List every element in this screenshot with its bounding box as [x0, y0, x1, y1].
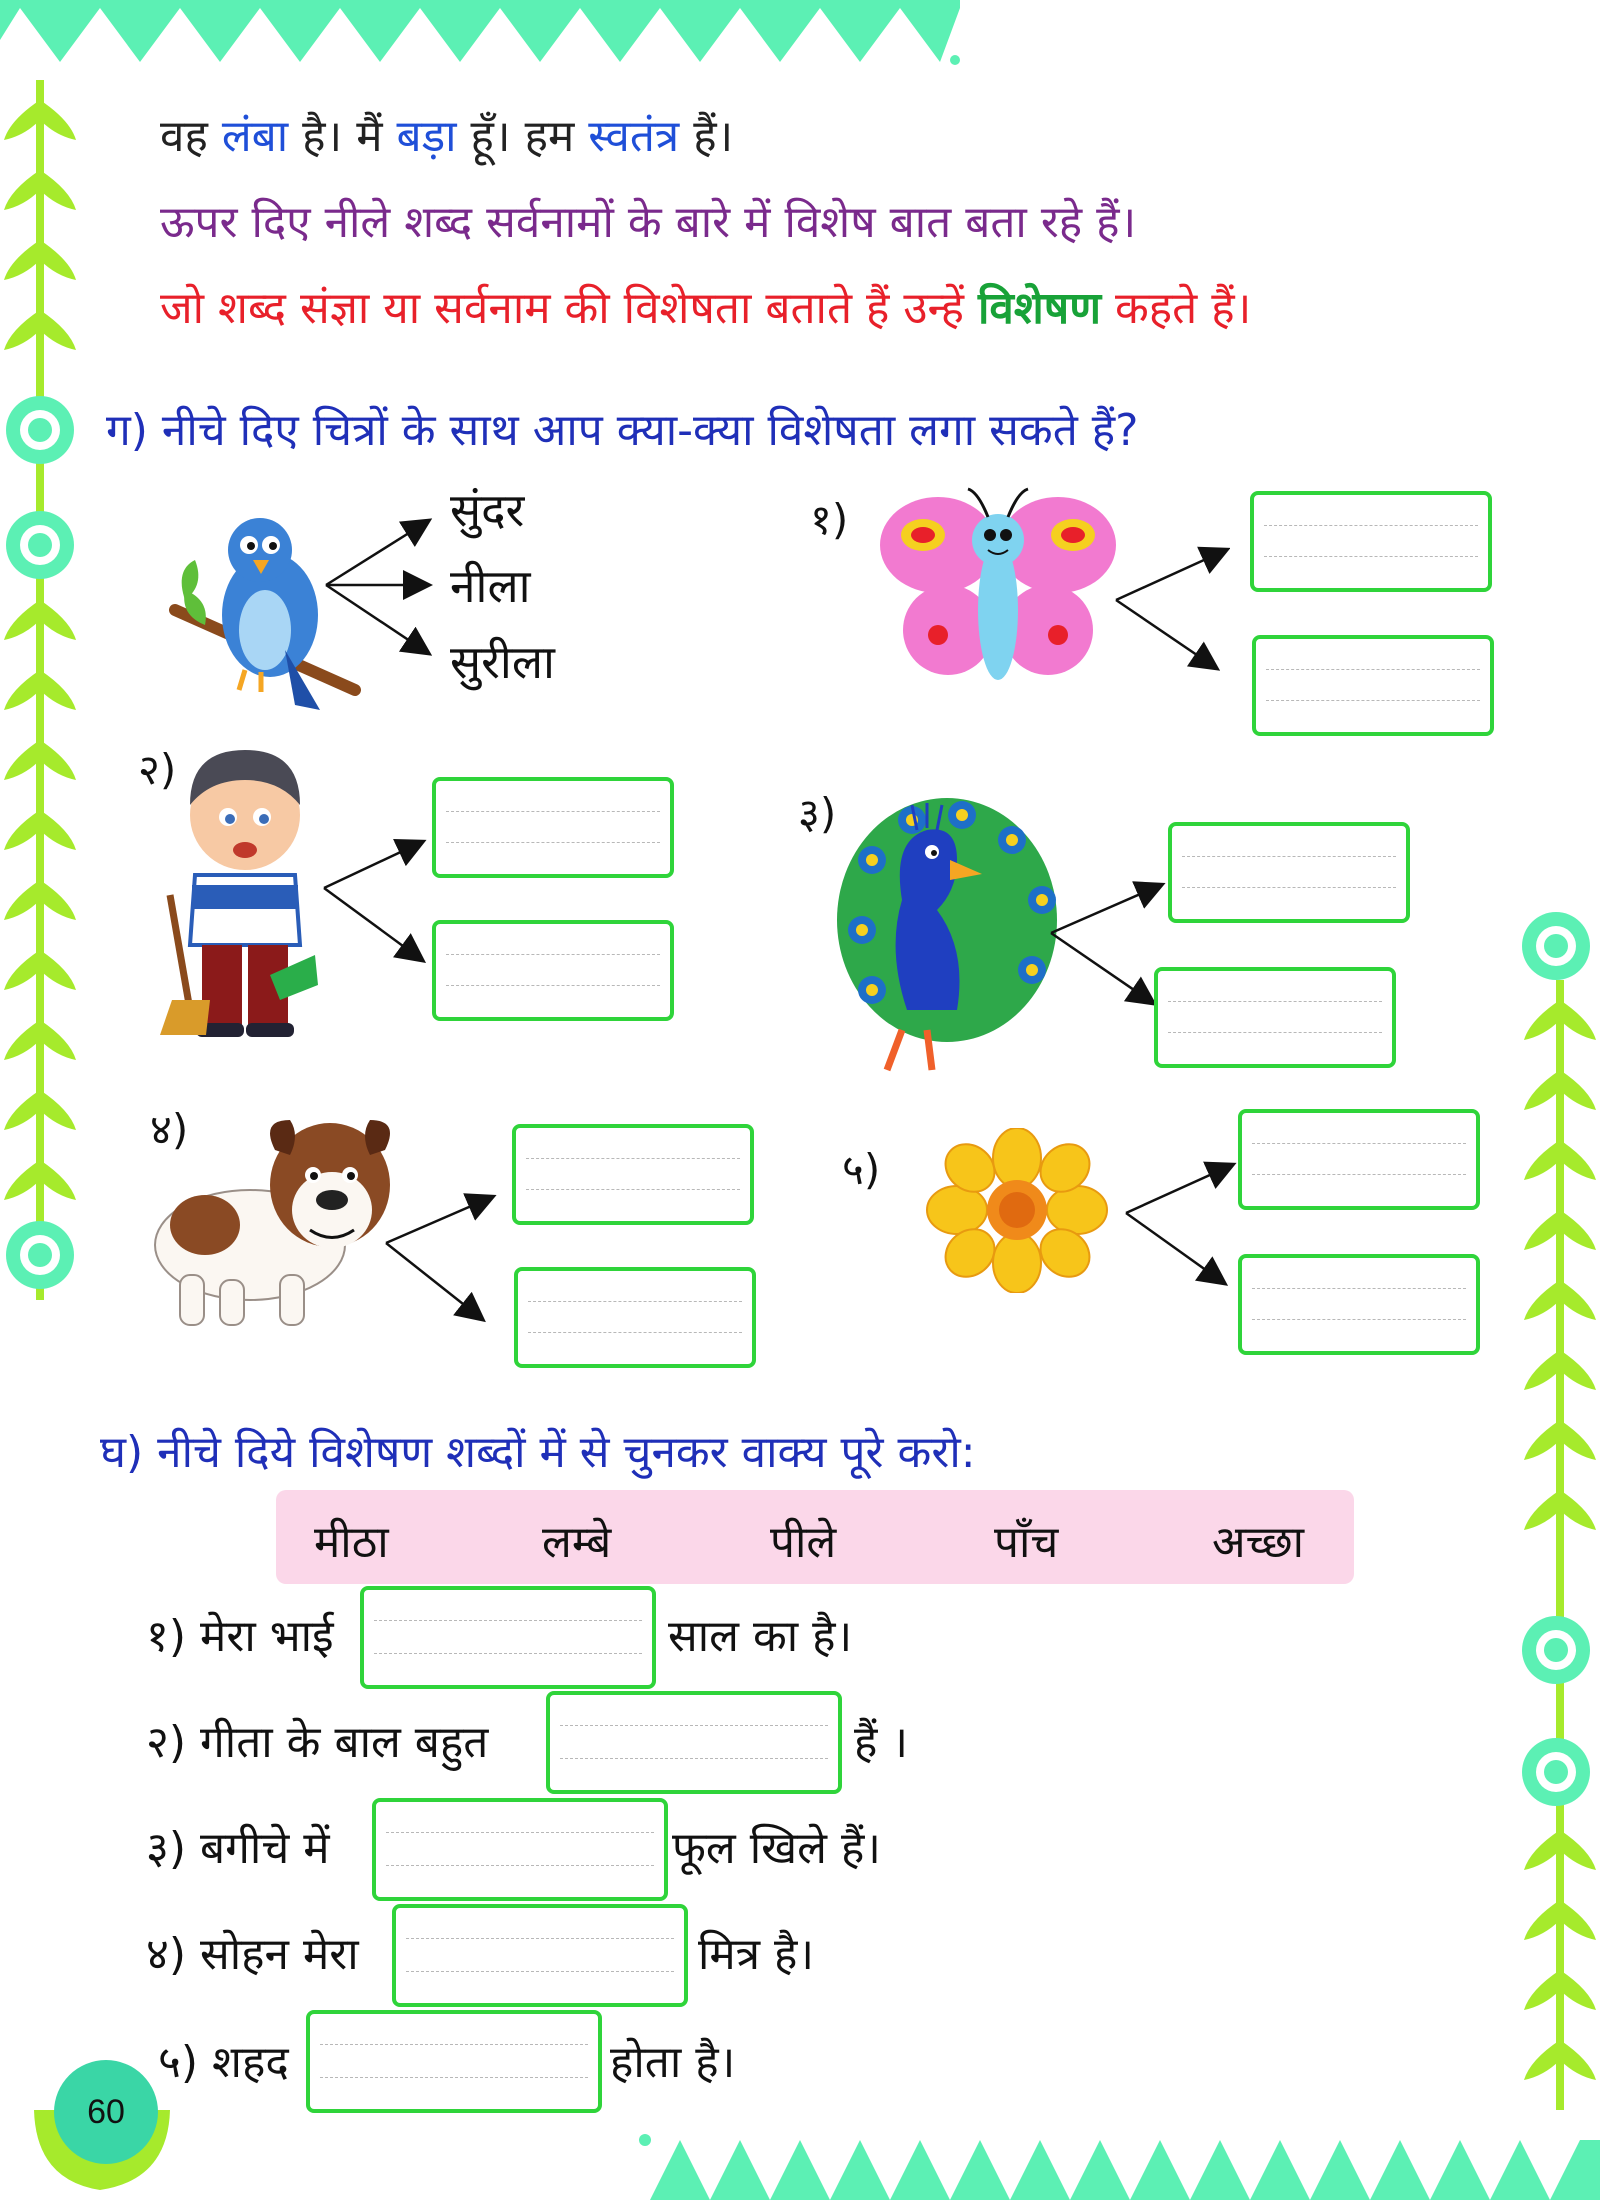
answer-box-item2-b[interactable] [432, 920, 674, 1021]
answer-box-sentence-4[interactable] [392, 1904, 688, 2007]
boy-icon [150, 745, 320, 1045]
item-number: १) [810, 495, 849, 544]
item4-arrows [380, 1185, 500, 1335]
dog-icon [150, 1115, 395, 1330]
answer-box-sentence-2[interactable] [546, 1691, 842, 1794]
butterfly-icon [878, 485, 1118, 690]
intro-text: हूँ। हम [456, 111, 589, 162]
page-number: 60 [87, 2092, 125, 2131]
sentence-3-end: फूल खिले हैं। [672, 1823, 881, 1874]
word-bank-item: पाँच [994, 1517, 1059, 1568]
sentence-4-start: ४) सोहन मेरा [146, 1929, 359, 1980]
answer-box-sentence-5[interactable] [306, 2010, 602, 2113]
intro-adjective: लंबा [221, 111, 289, 162]
sentence-3-start: ३) बगीचे में [146, 1823, 330, 1874]
intro-line-1 [160, 104, 733, 164]
sentence-5-end: होता है। [610, 2037, 736, 2088]
word-bank-item: अच्छा [1212, 1517, 1305, 1568]
page-number-badge [54, 2060, 158, 2164]
section-g-title: ग) नीचे दिए चित्रों के साथ आप क्या-क्या विशेषता लगा सकते हैं? [106, 405, 1139, 456]
intro-adjective: बड़ा [396, 111, 457, 162]
item3-arrows [1045, 875, 1170, 1015]
answer-box-item3-b[interactable] [1154, 967, 1396, 1068]
answer-box-item1-b[interactable] [1252, 635, 1494, 736]
item-number: ५) [842, 1145, 881, 1194]
sentence-2-start: २) गीता के बाल बहुत [146, 1717, 489, 1768]
example-arrows [320, 505, 440, 665]
example-word: सुरीला [450, 635, 555, 689]
section-gh-title: घ) नीचे दिये विशेषण शब्दों में से चुनकर वाक्य पूरे करो: [100, 1427, 976, 1478]
intro-text: वह [160, 111, 222, 162]
word-bank [276, 1490, 1354, 1584]
item-number: ३) [798, 789, 837, 838]
answer-box-item5-a[interactable] [1238, 1109, 1480, 1210]
definition-text: कहते हैं। [1101, 283, 1252, 334]
sentence-2-end: हैं । [854, 1717, 909, 1768]
answer-box-sentence-3[interactable] [372, 1798, 668, 1901]
intro-line-3 [160, 276, 1251, 336]
intro-adjective: स्वतंत्र [588, 111, 680, 162]
intro-text: हैं। [679, 111, 734, 162]
word-bank-item: लम्बे [542, 1517, 612, 1568]
item-number: २) [138, 745, 177, 794]
item1-arrows [1110, 540, 1230, 680]
flower-icon [925, 1128, 1110, 1293]
answer-box-item2-a[interactable] [432, 777, 674, 878]
example-word: नीला [450, 559, 531, 613]
intro-line-2: ऊपर दिए नीले शब्द सर्वनामों के बारे में विशेष बात बता रहे हैं। [160, 197, 1137, 248]
definition-keyword: विशेषण [978, 283, 1102, 334]
peacock-icon [832, 790, 1062, 1080]
sentence-5-start: ५) शहद [158, 2037, 289, 2088]
answer-box-item4-a[interactable] [512, 1124, 754, 1225]
word-bank-item: मीठा [314, 1517, 389, 1568]
answer-box-item5-b[interactable] [1238, 1254, 1480, 1355]
sentence-4-end: मित्र है। [698, 1929, 815, 1980]
answer-box-item4-b[interactable] [514, 1267, 756, 1368]
example-word: सुंदर [450, 483, 525, 537]
item-number: ४) [150, 1105, 189, 1154]
word-bank-item: पीले [770, 1517, 837, 1568]
answer-box-item3-a[interactable] [1168, 822, 1410, 923]
sentence-1-end: साल का है। [668, 1611, 853, 1662]
item5-arrows [1120, 1155, 1240, 1295]
item2-arrows [318, 830, 428, 970]
intro-text: है। मैं [288, 111, 397, 162]
definition-text: जो शब्द संज्ञा या सर्वनाम की विशेषता बताते हैं उन्हें [160, 283, 978, 334]
answer-box-item1-a[interactable] [1250, 491, 1492, 592]
sentence-1-start: १) मेरा भाई [146, 1611, 334, 1662]
answer-box-sentence-1[interactable] [360, 1586, 656, 1689]
